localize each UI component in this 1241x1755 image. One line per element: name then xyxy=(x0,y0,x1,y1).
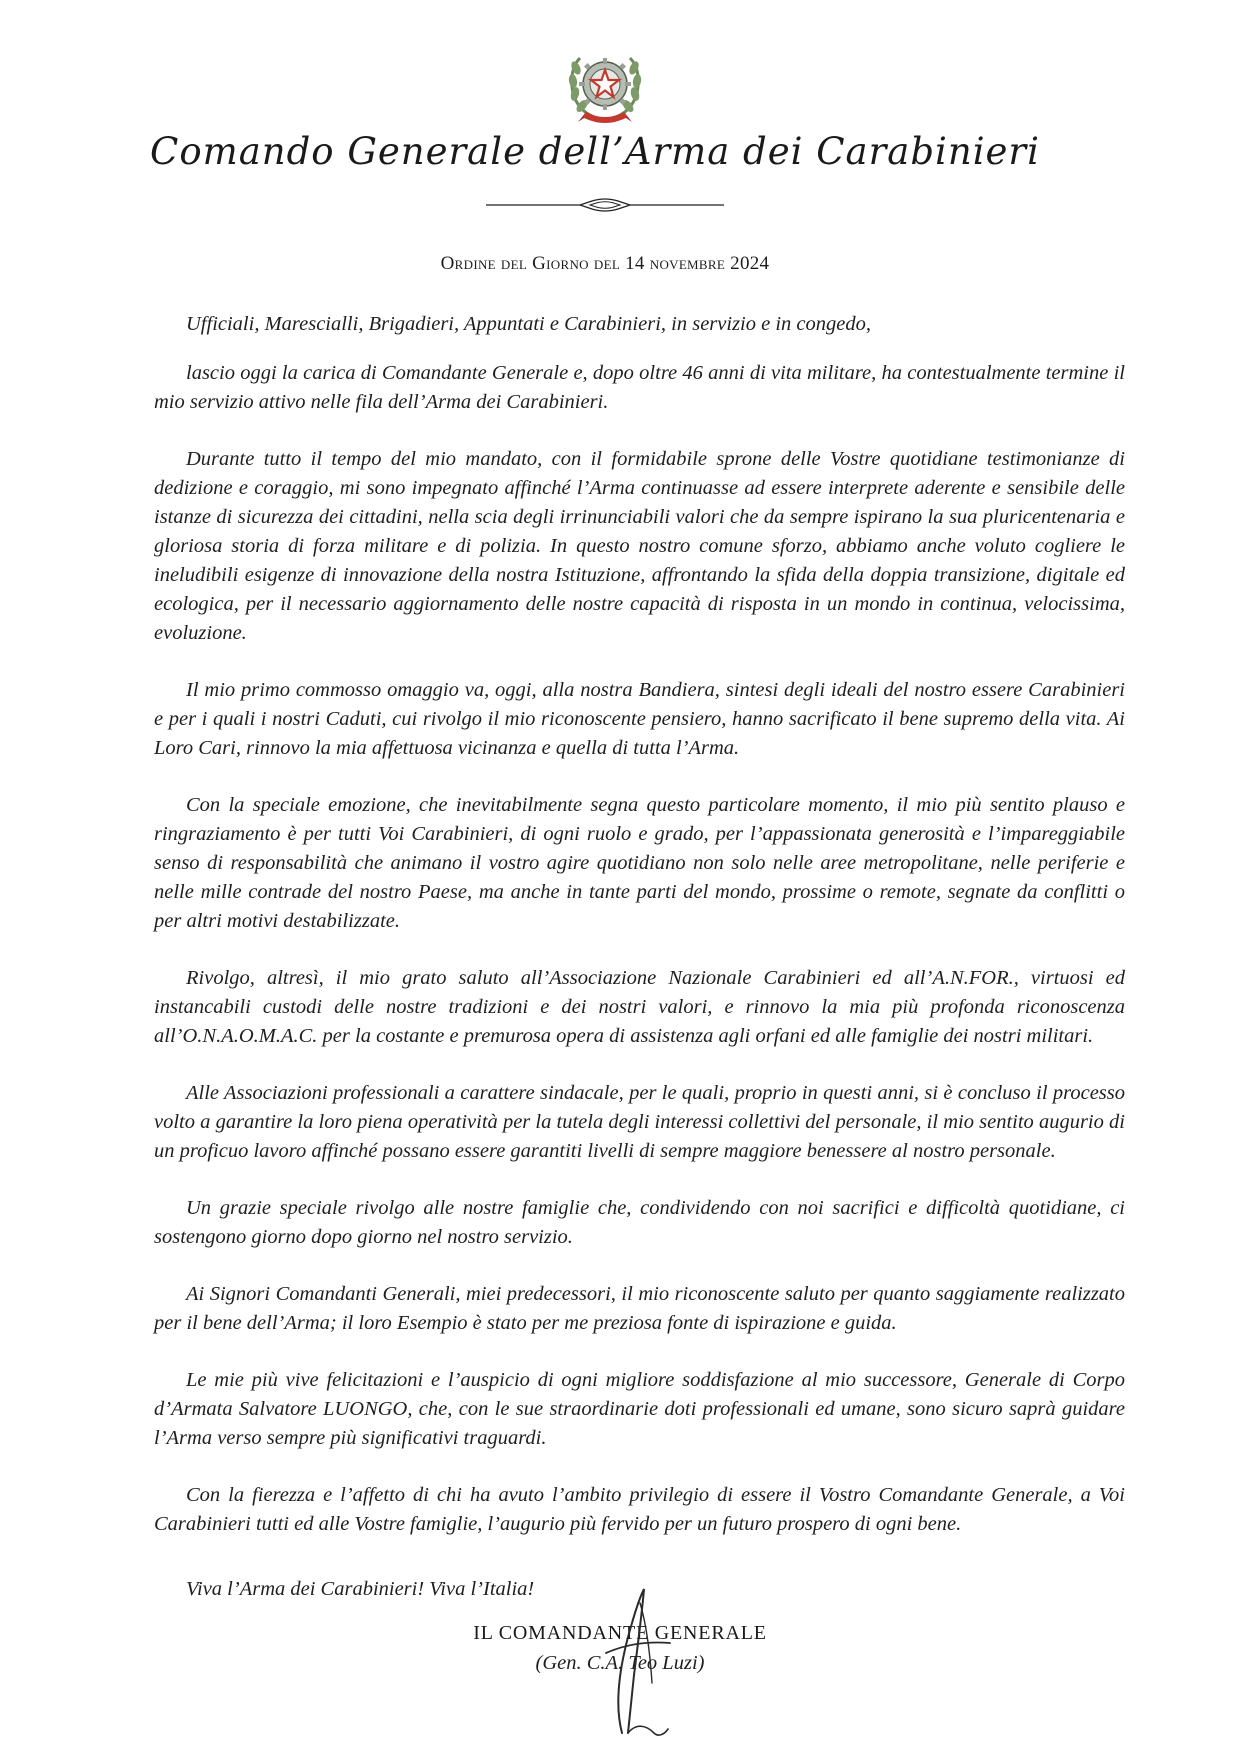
italian-republic-emblem-icon xyxy=(564,46,646,126)
paragraph: Con la speciale emozione, che inevitabilmente segna questo particolare momento, il mio più sentito plauso e ringraziamento è per tutti Voi Carabinieri, di ogni ruolo e grado, per l’appassionata generosità e l’impareggiabile senso di responsabilità che animano il vostro agire quotidiano non solo nelle aree metropolitane, nelle periferie e nelle mille contrade del nostro Paese, ma anche in tante parti del mondo, prossime o remote, segnate da conflitti o per altri motivi destabilizzate. xyxy=(154,794,1125,932)
letter-body xyxy=(154,310,1125,1567)
paragraph: Ai Signori Comandanti Generali, miei predecessori, il mio riconoscente saluto per quanto saggiamente realizzato per il bene dell’Arma; il loro Esempio è stato per me preziosa fonte di ispirazione e guida. xyxy=(154,1283,1125,1334)
paragraph: Il mio primo commosso omaggio va, oggi, alla nostra Bandiera, sintesi degli ideali del nostro essere Carabinieri e per i quali i nostri Caduti, cui rivolgo il mio riconoscente pensiero, hanno sacrificato il bene supremo della vita. Ai Loro Cari, rinnovo la mia affettuosa vicinanza e quella di tutta l’Arma. xyxy=(154,679,1125,759)
header-title: Comando Generale dell’Arma dei Carabinieri xyxy=(150,130,1040,173)
paragraph: Alle Associazioni professionali a carattere sindacale, per le quali, proprio in questi anni, si è concluso il processo volto a garantire la loro piena operatività per la tutela degli interessi collettivi del personale, il mio sentito augurio di un proficuo lavoro affinché possano essere garantiti livelli di sempre maggiore benessere al nostro personale. xyxy=(154,1082,1125,1162)
paragraph: Un grazie speciale rivolgo alle nostre famiglie che, condividendo con noi sacrifici e difficoltà quotidiane, ci sostengono giorno dopo giorno nel nostro servizio. xyxy=(154,1197,1125,1248)
signatory-title: IL COMANDANTE GENERALE xyxy=(473,1622,767,1644)
handwritten-signature-icon xyxy=(584,1583,684,1743)
paragraph: Rivolgo, altresì, il mio grato saluto all’Associazione Nazionale Carabinieri ed all’A.N.FOR., virtuosi ed instancabili custodi delle nostre tradizioni e dei nostri valori, e rinnovo la mia più profonda riconoscenza all’O.N.A.O.M.A.C. per la costante e premurosa opera di assistenza agli orfani ed alle famiglie dei nostri militari. xyxy=(154,967,1125,1047)
ornamental-divider-icon xyxy=(486,197,724,213)
salutation: Ufficiali, Marescialli, Brigadieri, Appuntati e Carabinieri, in servizio e in congedo, xyxy=(186,313,871,335)
order-of-the-day-heading: Ordine del Giorno del 14 novembre 2024 xyxy=(440,253,770,274)
paragraph: Le mie più vive felicitazioni e l’auspicio di ogni migliore soddisfazione al mio successore, Generale di Corpo d’Armata Salvatore LUONGO, che, con le sue straordinarie doti professionali ed umane, sono sicuro saprà guidare l’Arma verso sempre più significativi traguardi. xyxy=(154,1369,1125,1449)
signatory-name: (Gen. C.A. Teo Luzi) xyxy=(535,1652,705,1674)
paragraph: Durante tutto il tempo del mio mandato, con il formidabile sprone delle Vostre quotidiane testimonianze di dedizione e coraggio, mi sono impegnato affinché l’Arma continuasse ad essere interprete aderente e sensibile delle istanze di sicurezza dei cittadini, nella scia degli irrinunciabili valori che da sempre ispirano la sua pluricentenaria e gloriosa storia di forza militare e di polizia. In questo nostro comune sforzo, abbiamo anche voluto cogliere le ineludibili esigenze di innovazione della nostra Istituzione, affrontando la sfida della doppia transizione, digitale ed ecologica, per il necessario aggiornamento delle nostre capacità di risposta in un mondo in continua, velocissima, evoluzione. xyxy=(154,448,1125,644)
paragraph: Con la fierezza e l’affetto di chi ha avuto l’ambito privilegio di essere il Vostro Comandante Generale, a Voi Carabinieri tutti ed alle Vostre famiglie, l’augurio più fervido per un futuro prospero di ogni bene. xyxy=(154,1484,1125,1535)
closing-line: Viva l’Arma dei Carabinieri! Viva l’Italia! xyxy=(186,1578,535,1600)
paragraph: lascio oggi la carica di Comandante Generale e, dopo oltre 46 anni di vita militare, ha contestualmente termine il mio servizio attivo nelle fila dell’Arma dei Carabinieri. xyxy=(154,362,1125,413)
